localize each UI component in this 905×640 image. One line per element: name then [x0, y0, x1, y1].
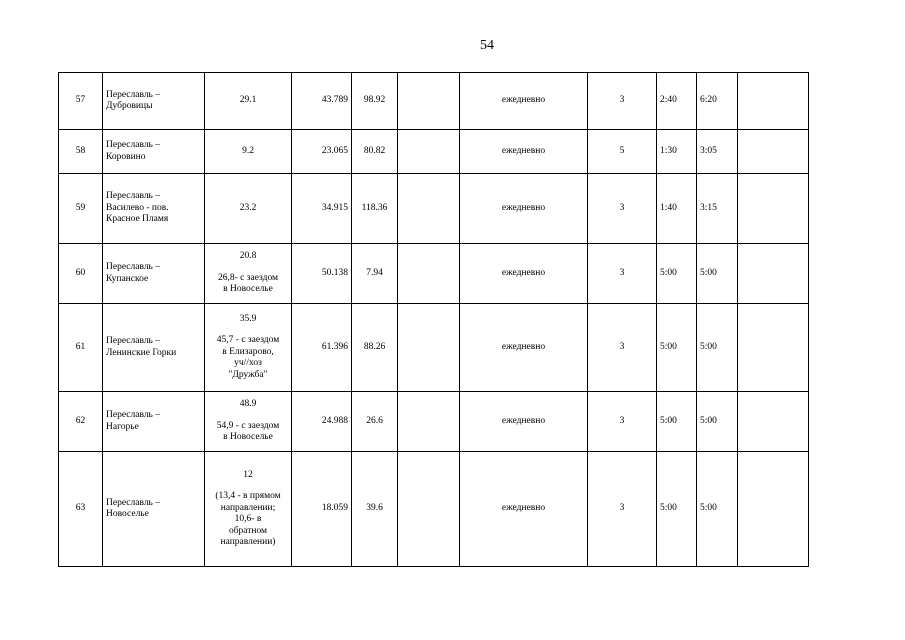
route-name-line: Василево - пов. [106, 202, 169, 213]
length-cell: 43.789 [292, 73, 352, 130]
route-number-cell: 59 [59, 174, 103, 244]
departure-time-cell: 5:00 [657, 304, 697, 392]
distance-value: 20.8 [239, 251, 257, 262]
distance-cell [205, 392, 292, 452]
empty-cell [398, 130, 460, 174]
distance-note [208, 421, 288, 444]
distance-note-line: "Дружба" [228, 369, 268, 380]
routes-table [58, 72, 809, 567]
distance-value: 23.2 [239, 202, 257, 213]
vehicles-cell: 3 [588, 392, 657, 452]
table-row [59, 452, 809, 567]
route-name-line: Переславль – [106, 140, 161, 150]
vehicles-cell: 3 [588, 452, 657, 567]
route-name-cell [103, 174, 205, 244]
distance-note-line: (13,4 - в прямом [215, 491, 281, 501]
schedule-cell: ежедневно [460, 174, 588, 244]
arrival-time-cell: 5:00 [697, 392, 738, 452]
empty-cell [738, 452, 809, 567]
route-name-line: Переславль – [106, 336, 161, 346]
empty-cell [398, 244, 460, 304]
route-name-line: Нагорье [106, 421, 139, 432]
route-number-cell: 58 [59, 130, 103, 174]
distance-note-line: в Елизарово, [222, 346, 274, 357]
distance-cell [205, 174, 292, 244]
distance-cell [205, 73, 292, 130]
departure-time-cell: 1:40 [657, 174, 697, 244]
route-name-line: Новоселье [106, 509, 149, 519]
departure-time-cell: 5:00 [657, 452, 697, 567]
length-cell: 34.915 [292, 174, 352, 244]
schedule-cell: ежедневно [460, 244, 588, 304]
length-cell: 24.988 [292, 392, 352, 452]
route-number-cell: 57 [59, 73, 103, 130]
route-name-line: Переславль – [106, 191, 161, 202]
empty-cell [738, 392, 809, 452]
empty-cell [738, 244, 809, 304]
departure-time-cell: 5:00 [657, 244, 697, 304]
departure-time-cell: 1:30 [657, 130, 697, 174]
empty-cell [738, 174, 809, 244]
empty-cell [398, 73, 460, 130]
empty-cell [738, 73, 809, 130]
distance-value: 48.9 [239, 399, 257, 410]
length-cell: 61.396 [292, 304, 352, 392]
schedule-cell: ежедневно [460, 130, 588, 174]
distance-note-line: в Новоселье [223, 284, 273, 295]
table-row [59, 130, 809, 174]
distance-cell [205, 452, 292, 567]
route-name-line: Переславль – [106, 410, 161, 420]
distance-note-line: 10,6- в [234, 514, 262, 524]
empty-cell [398, 174, 460, 244]
time-cell: 88.26 [352, 304, 398, 392]
time-cell: 98.92 [352, 73, 398, 130]
arrival-time-cell: 3:15 [697, 174, 738, 244]
vehicles-cell: 3 [588, 304, 657, 392]
route-name-line: Переславль – [106, 89, 161, 100]
arrival-time-cell: 3:05 [697, 130, 738, 174]
distance-note-line: обратном [228, 525, 268, 536]
arrival-time-cell: 5:00 [697, 244, 738, 304]
table-row [59, 174, 809, 244]
distance-value: 29.1 [239, 95, 257, 106]
distance-note-line: 26,8- с заездом [217, 272, 279, 283]
route-number-cell: 62 [59, 392, 103, 452]
time-cell: 118.36 [352, 174, 398, 244]
route-name-line: Дубровицы [106, 101, 153, 111]
length-cell: 50.138 [292, 244, 352, 304]
route-name-line: Красное Пламя [106, 214, 169, 225]
distance-note-line: в Новоселье [223, 432, 273, 443]
departure-time-cell: 2:40 [657, 73, 697, 130]
time-cell: 7.94 [352, 244, 398, 304]
time-cell: 80.82 [352, 130, 398, 174]
vehicles-cell: 3 [588, 174, 657, 244]
route-number-cell: 60 [59, 244, 103, 304]
distance-note-line: 54,9 - с заездом [216, 420, 280, 431]
table-row [59, 73, 809, 130]
route-name-cell [103, 392, 205, 452]
schedule-cell: ежедневно [460, 392, 588, 452]
distance-note-line: 45,7 - с заездом [216, 335, 280, 346]
distance-note [208, 491, 288, 549]
route-name-line: Переславль – [106, 262, 161, 272]
time-cell: 39.6 [352, 452, 398, 567]
distance-note-line: уч//хоз [234, 358, 262, 369]
route-name-cell [103, 304, 205, 392]
empty-cell [398, 304, 460, 392]
route-name-cell [103, 73, 205, 130]
table-row [59, 392, 809, 452]
table-row [59, 304, 809, 392]
page-number: 54 [480, 38, 494, 53]
empty-cell [738, 130, 809, 174]
vehicles-cell: 5 [588, 130, 657, 174]
departure-time-cell: 5:00 [657, 392, 697, 452]
route-name-cell [103, 130, 205, 174]
route-number-cell: 61 [59, 304, 103, 392]
route-number-cell: 63 [59, 452, 103, 567]
distance-value: 9.2 [242, 145, 254, 156]
table-row [59, 244, 809, 304]
distance-note [208, 335, 288, 381]
distance-value: 35.9 [239, 313, 257, 324]
distance-value: 12 [243, 469, 253, 480]
distance-cell [205, 244, 292, 304]
empty-cell [398, 392, 460, 452]
empty-cell [398, 452, 460, 567]
schedule-cell: ежедневно [460, 73, 588, 130]
distance-note [208, 273, 288, 296]
arrival-time-cell: 6:20 [697, 73, 738, 130]
route-name-line: Переславль – [106, 497, 161, 508]
route-name-line: Коровино [106, 151, 146, 162]
schedule-cell: ежедневно [460, 304, 588, 392]
vehicles-cell: 3 [588, 73, 657, 130]
empty-cell [738, 304, 809, 392]
route-name-line: Купанское [106, 273, 149, 284]
route-name-line: Ленинские Горки [106, 347, 177, 358]
arrival-time-cell: 5:00 [697, 304, 738, 392]
distance-cell [205, 130, 292, 174]
distance-note-line: направлении; [220, 502, 276, 513]
arrival-time-cell: 5:00 [697, 452, 738, 567]
length-cell: 23.065 [292, 130, 352, 174]
distance-note-line: направлении) [220, 537, 276, 547]
time-cell: 26.6 [352, 392, 398, 452]
route-name-cell [103, 452, 205, 567]
vehicles-cell: 3 [588, 244, 657, 304]
distance-cell [205, 304, 292, 392]
route-name-cell [103, 244, 205, 304]
length-cell: 18.059 [292, 452, 352, 567]
schedule-cell: ежедневно [460, 452, 588, 567]
